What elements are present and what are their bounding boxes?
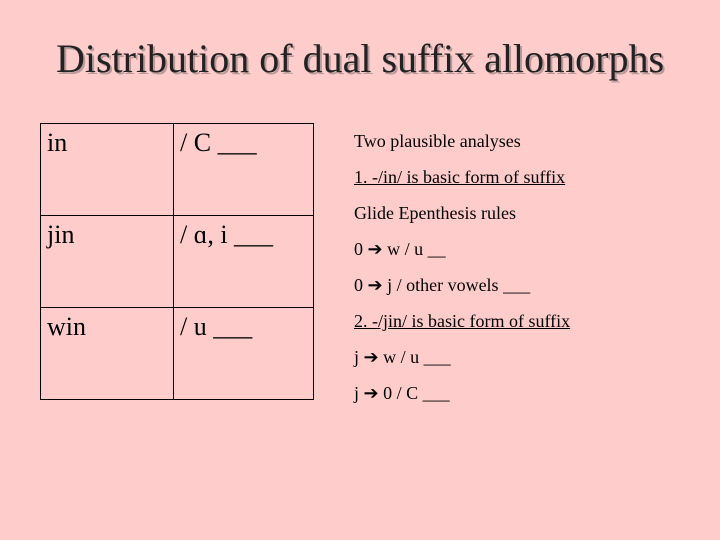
- glide-epenthesis-heading: Glide Epenthesis rules: [354, 203, 516, 223]
- analysis-2: 2. -/jin/ is basic form of suffix: [354, 311, 571, 331]
- rule-line: 0 ➔ w / u __: [354, 239, 446, 259]
- environment-cell: / ɑ, i ___: [174, 216, 314, 308]
- analysis-1: 1. -/in/ is basic form of suffix: [354, 167, 566, 187]
- rule-line: j ➔ 0 / C ___: [354, 383, 450, 403]
- rule-line: 0 ➔ j / other vowels ___: [354, 275, 531, 295]
- table-row: [41, 308, 314, 400]
- environment-cell: / C ___: [174, 124, 314, 216]
- analyses-heading: Two plausible analyses: [354, 131, 521, 151]
- table-row: [41, 216, 314, 308]
- environment-cell: / u ___: [174, 308, 314, 400]
- slide-title: Distribution of dual suffix allomorphs: [55, 36, 665, 81]
- rule-line: j ➔ w / u ___: [354, 347, 451, 367]
- allomorph-cell: jin: [41, 216, 174, 308]
- allomorph-cell: in: [41, 124, 174, 216]
- allomorph-cell: win: [41, 308, 174, 400]
- allomorph-table: [40, 123, 314, 400]
- table-row: [41, 124, 314, 216]
